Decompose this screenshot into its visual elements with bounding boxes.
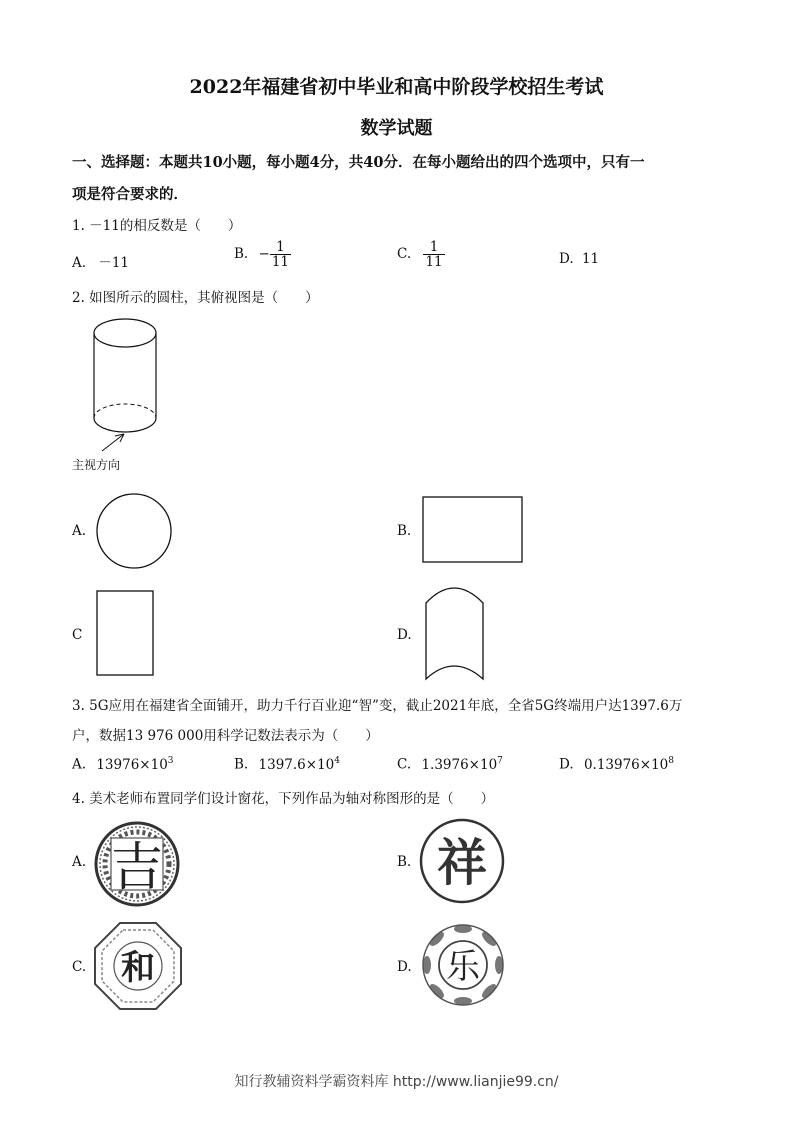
papercut-le-figure [419,921,507,1009]
wide-rectangle-shape [422,496,524,564]
option-value: 0.13976×10 [583,756,669,773]
fraction-denominator: 11 [425,254,443,271]
papercut-he-figure [93,921,183,1011]
q3-option-d[interactable] [559,756,674,773]
option-label: C. [397,246,412,263]
option-value: －11 [98,255,130,271]
q3-stem-line2: 户，数据13 976 000用科学记数法表示为（ ） [72,728,379,744]
papercut-ji-figure [94,821,180,907]
q1-stem: 1. －11的相反数是（ ） [72,218,242,234]
exponent: 7 [497,756,503,766]
option-label: A. [72,255,87,271]
papercut-xiang-figure [419,818,505,904]
fraction [423,240,444,269]
exponent: 3 [167,756,174,766]
papercut-ji-char: 吉 [110,838,164,898]
section-instructions-line2: 项是符合要求的． [72,186,188,203]
q1-option-d[interactable] [559,251,599,267]
subject-title: 数学试题 [360,118,433,139]
tall-rectangle-shape [96,590,156,678]
q2-option-d[interactable]: D. [397,627,412,643]
q4-option-b[interactable]: B. [397,854,412,870]
option-label: B. [234,756,249,773]
fraction-denominator: 11 [271,254,290,271]
q4-option-c[interactable]: C. [72,959,87,975]
exponent: 8 [668,756,674,766]
option-label: A. [72,756,87,773]
option-label: D. [559,251,574,267]
papercut-he-char: 和 [121,948,155,988]
curved-cylinder-view-shape [424,583,486,683]
q1-option-b[interactable] [234,240,291,269]
option-value: 13976×10 [96,756,168,773]
option-value: 1397.6×10 [258,756,335,773]
q4-option-a[interactable]: A. [72,854,87,870]
exam-title: 2022年福建省初中毕业和高中阶段学校招生考试 [189,76,604,98]
option-label: C. [397,756,412,773]
q3-option-b[interactable] [234,756,340,773]
minus-sign: − [258,246,270,263]
figure-caption: 主视方向 [72,458,121,472]
q2-option-b[interactable]: B. [397,523,412,539]
option-label: D. [559,756,574,773]
fraction-numerator: 1 [276,239,285,255]
fraction [270,240,291,269]
q4-option-d[interactable]: D. [397,959,412,975]
q3-option-c[interactable] [397,756,503,773]
footer-watermark: 知行教辅资料学霸资料库 http://www.lianjie99.cn/ [234,1074,559,1090]
q3-stem-line1: 3. 5G应用在福建省全面铺开，助力千行百业迎“智”变，截止2021年底，全省5G终端用户达1397.6万 [72,698,683,714]
option-value: 11 [581,251,600,267]
q1-option-c[interactable] [397,240,445,269]
q3-option-a[interactable] [72,756,174,773]
fraction-numerator: 1 [429,239,439,255]
option-label: B. [234,246,249,263]
exponent: 4 [334,756,340,766]
q4-stem: 4. 美术老师布置同学们设计窗花，下列作品为轴对称图形的是（ ） [72,791,495,807]
papercut-xiang-char: 祥 [437,833,487,892]
papercut-le-char: 乐 [446,947,480,987]
cylinder-figure [60,310,180,460]
q2-stem: 2. 如图所示的圆柱，其俯视图是（ ） [72,290,319,306]
option-value: 1.3976×10 [421,756,498,773]
section-instructions-line1: 一、选择题：本题共10小题，每小题4分，共40分．在每小题给出的四个选项中，只有一 [72,154,645,171]
q2-option-c[interactable]: C [72,627,83,643]
q2-option-a[interactable]: A. [72,523,87,539]
circle-shape [96,494,176,570]
q1-option-a[interactable] [72,251,129,271]
